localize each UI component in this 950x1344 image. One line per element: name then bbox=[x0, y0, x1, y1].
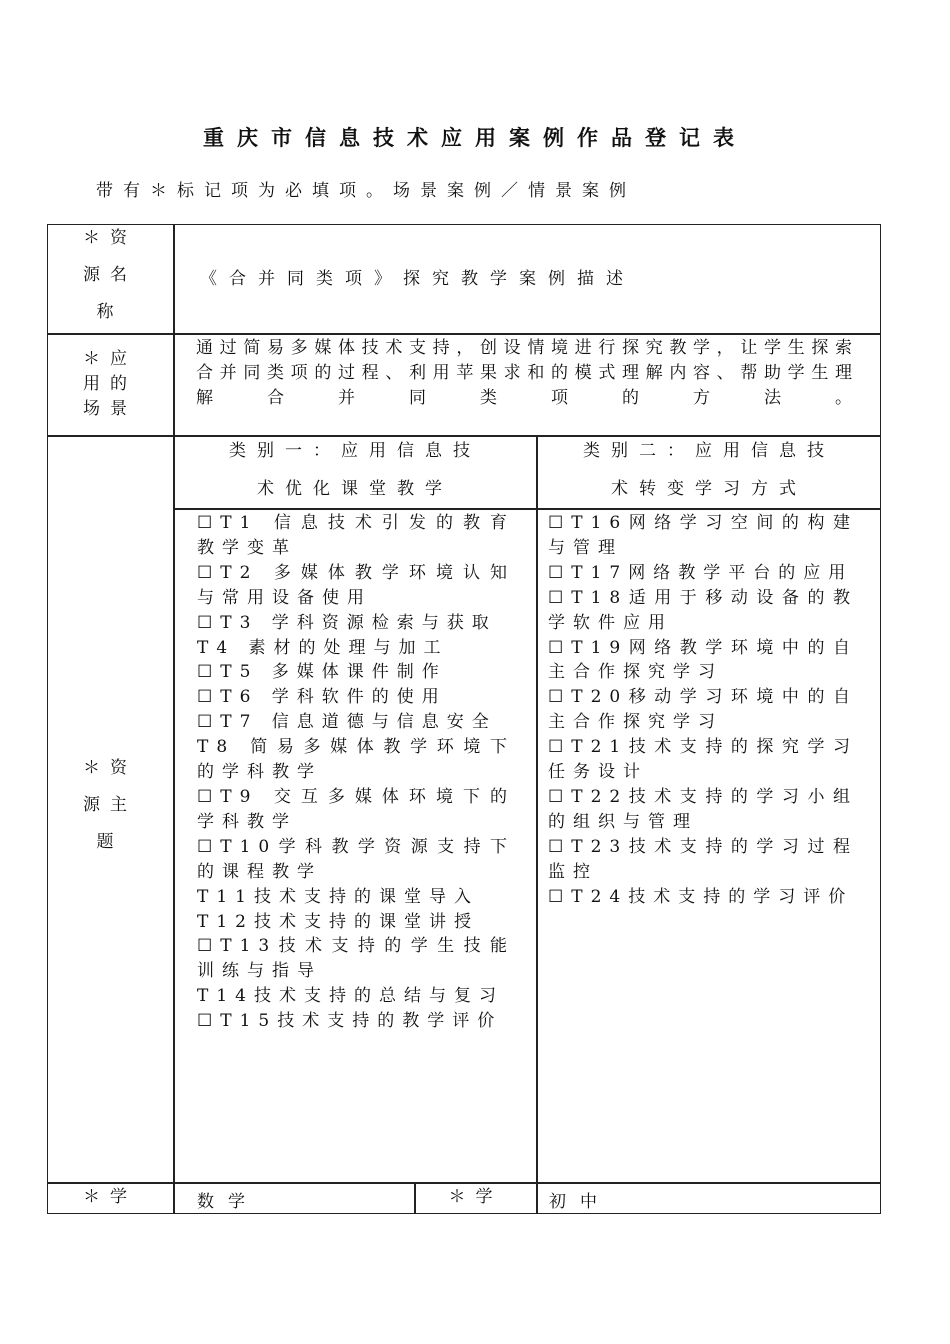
grade-value: 初中 bbox=[549, 1192, 611, 1212]
theme-option-item[interactable]: T4 素材的处理与加工 bbox=[197, 637, 449, 658]
theme-option-item[interactable]: ☐T15技术支持的教学评价 bbox=[197, 1011, 503, 1032]
theme-option-item[interactable]: ☐T20移动学习环境中的自主合作探究学习 bbox=[548, 687, 858, 733]
theme-option-item[interactable]: ☐T24技术支持的学习评价 bbox=[548, 886, 854, 907]
theme-label bbox=[47, 750, 173, 861]
grade-label: ＊学 bbox=[448, 1187, 503, 1207]
theme-option-item[interactable]: ☐T9 交互多媒体环境下的学科教学 bbox=[197, 786, 515, 832]
theme-option-item[interactable]: ☐T22技术支持的学习小组的组织与管理 bbox=[548, 786, 858, 832]
theme-option-item[interactable]: ☐T18适用于移动设备的教学软件应用 bbox=[548, 587, 858, 633]
theme-option-item[interactable]: ☐T17网络教学平台的应用 bbox=[548, 562, 854, 583]
header-line: 类别一：应用信息技 bbox=[229, 441, 481, 461]
resource-name-label bbox=[47, 220, 173, 331]
row-divider bbox=[173, 508, 881, 510]
theme-option-item[interactable]: ☐T16网络学习空间的构建与管理 bbox=[548, 513, 858, 558]
theme-option-item[interactable]: ☐T19网络教学环境中的自主合作探究学习 bbox=[548, 637, 858, 683]
theme-option-item[interactable]: T8 简易多媒体教学环境下的学科教学 bbox=[197, 737, 515, 783]
subject-value: 数学 bbox=[197, 1192, 259, 1212]
theme-option-item[interactable]: ☐T6 学科软件的使用 bbox=[197, 687, 447, 708]
category2-header bbox=[537, 432, 881, 508]
category2-list bbox=[548, 511, 858, 910]
theme-option-item[interactable]: T12技术支持的课堂讲授 bbox=[197, 911, 479, 932]
label-line: 源主 bbox=[83, 795, 137, 815]
label-line: 用的 bbox=[83, 374, 137, 394]
theme-option-item[interactable]: ☐T21技术支持的探究学习任务设计 bbox=[548, 737, 858, 783]
theme-option-item[interactable]: ☐T7 信息道德与信息安全 bbox=[197, 712, 497, 733]
subject-label: ＊学 bbox=[83, 1187, 137, 1207]
label-line: ＊资 bbox=[83, 228, 137, 248]
header-line: 类别二：应用信息技 bbox=[583, 441, 835, 461]
label-line: ＊资 bbox=[83, 758, 137, 778]
label-line: 题 bbox=[96, 832, 124, 852]
category1-header bbox=[174, 432, 536, 508]
label-line: 场景 bbox=[83, 399, 137, 419]
scenario-value: 通过简易多媒体技术支持，创设情境进行探究教学，让学生探索合并同类项的过程、利用苹果求和的模式理解内容、帮助学生理解合并同类项的方法。 bbox=[196, 338, 858, 408]
theme-option-item[interactable]: ☐T23技术支持的学习过程监控 bbox=[548, 836, 858, 882]
resource-name-value: 《合并同类项》探究教学案例描述 bbox=[200, 269, 635, 289]
theme-option-item[interactable]: ☐T13技术支持的学生技能训练与指导 bbox=[197, 936, 515, 982]
theme-option-item[interactable]: ☐T1 信息技术引发的教育教学变革 bbox=[197, 513, 515, 558]
label-line: 源名 bbox=[83, 265, 137, 285]
column-divider bbox=[536, 435, 538, 1214]
header-line: 术转变学习方式 bbox=[611, 479, 807, 499]
category1-list bbox=[197, 511, 515, 1034]
theme-option-item[interactable]: ☐T5 多媒体课件制作 bbox=[197, 662, 447, 683]
column-divider bbox=[173, 224, 175, 1214]
form-title: 重庆市信息技术应用案例作品登记表 bbox=[203, 126, 747, 150]
theme-option-item[interactable]: ☐T3 学科资源检索与获取 bbox=[197, 612, 497, 633]
header-line: 术优化课堂教学 bbox=[257, 479, 453, 499]
required-note: 带有＊标记项为必填项。场景案例／情景案例 bbox=[96, 181, 636, 201]
theme-option-item[interactable]: ☐T10学科教学资源支持下的课程教学 bbox=[197, 836, 515, 882]
label-line: ＊应 bbox=[83, 349, 137, 369]
theme-option-item[interactable]: T11技术支持的课堂导入 bbox=[197, 886, 479, 907]
theme-option-item[interactable]: T14技术支持的总结与复习 bbox=[197, 986, 504, 1007]
label-line: 称 bbox=[96, 302, 124, 322]
theme-option-item[interactable]: ☐T2 多媒体教学环境认知与常用设备使用 bbox=[197, 562, 515, 608]
scenario-label bbox=[47, 347, 173, 422]
